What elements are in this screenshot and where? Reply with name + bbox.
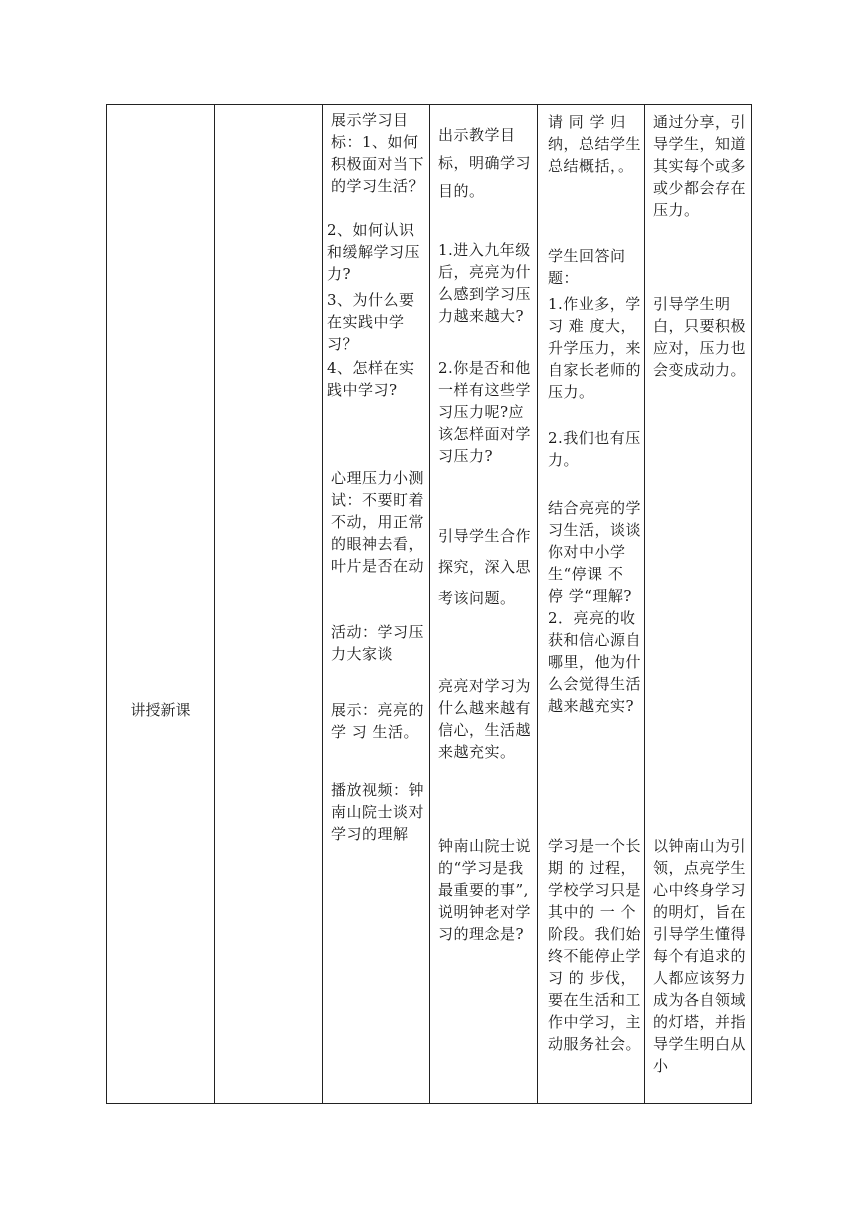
student-column [537, 105, 644, 1103]
student-answer-heading: 学生回答问题： [548, 247, 626, 287]
teacher-guide: 引导学生合作探究，深入思考该问题。 [438, 527, 532, 607]
teacher-question-2: 2.你是否和他一样有这些学习压力呢?应该怎样面对学习压力? [438, 359, 532, 465]
teacher-goal: 出示教学目标，明确学习目的。 [438, 126, 532, 200]
content-question-4: 4、怎样在实践中学习? [327, 359, 415, 399]
student-summary: 请 同 学 归纳，总结学生总结概括，。 [548, 113, 642, 175]
intent-zhongnanshan: 以钟南山为引领，点亮学生心中终身学习的明灯，旨在引导学生懂得每个有追求的人都应该努力成为各自领域的灯塔，并指导学生明白从小 [653, 837, 747, 1075]
content-column [322, 105, 429, 1103]
student-answer-1: 1.作业多，学 习 难 度大，升学压力，来自家长老师的压力。 [548, 295, 642, 401]
teacher-column [429, 105, 537, 1103]
empty-column [214, 105, 322, 1103]
teacher-zhongnanshan: 钟南山院士说的“学习是我最重要的事”,说明钟老对学习的理念是? [438, 837, 532, 943]
student-lifelong: 学习是一个长 期 的 过程，学校学习只是其中的 一 个 阶段。我们始终不能停止学 习 的 步伐，要在生活和工作中学习，主动服务社会。 [548, 837, 642, 1053]
student-answer-2: 2.我们也有压力。 [548, 429, 641, 469]
content-video: 播放视频：钟南山院士谈对学习的理解 [331, 781, 425, 843]
teacher-question-1: 1.进入九年级后，亮亮为什么感到学习压力越来越大? [438, 241, 532, 325]
stage-column [107, 105, 214, 1103]
intent-share: 通过分享，引导学生，知道其实每个或多或少都会存在压力。 [653, 113, 747, 219]
content-objectives: 展示学习目标：1、如何积极面对当下的学习生活？ [331, 111, 425, 195]
lesson-plan-table [106, 104, 752, 1104]
student-discussion: 结合亮亮的学习生活，谈谈你对中小学生“停课 不 停 学“理解?2．亮亮的收获和信心源自哪里，他为什么会觉得生活越来越充实? [548, 499, 642, 715]
intent-column [644, 105, 751, 1103]
content-activity: 活动：学习压力大家谈 [331, 623, 425, 663]
content-show: 展示：亮亮的 学 习 生活。 [331, 701, 425, 741]
stage-label: 讲授新课 [130, 701, 191, 719]
intent-motivation: 引导学生明白，只要积极应对，压力也会变成动力。 [653, 295, 747, 379]
content-pressure-test: 心理压力小测试：不要盯着不动，用正常的眼神去看，叶片是否在动 [331, 469, 425, 575]
teacher-liangliang: 亮亮对学习为什么越来越有信心，生活越来越充实。 [438, 677, 532, 761]
content-question-3: 3、为什么要在实践中学习？ [327, 291, 415, 353]
content-question-2: 2、如何认识和缓解学习压力? [327, 221, 421, 283]
